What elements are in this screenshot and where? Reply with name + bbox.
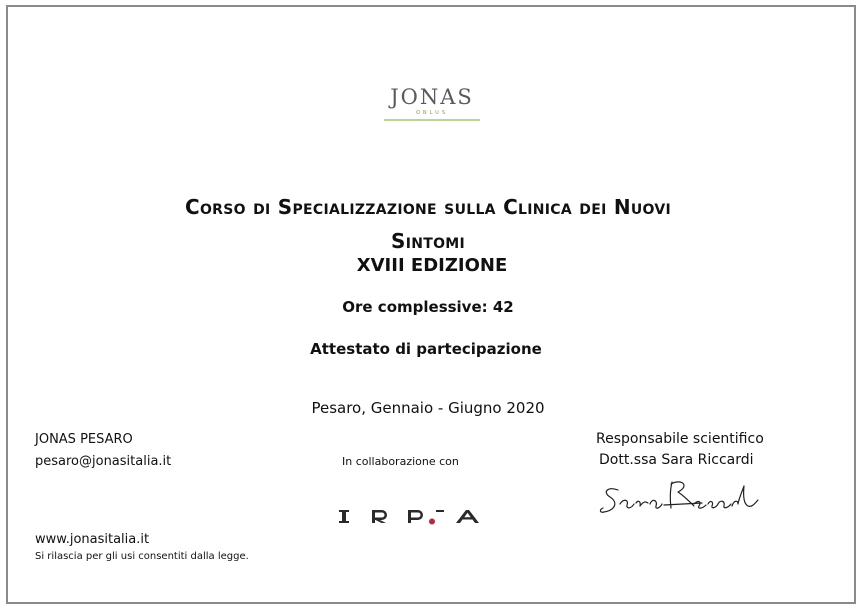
scientific-lead-name: Dott.ssa Sara Riccardi: [599, 452, 754, 468]
organizer-website: www.jonasitalia.it: [35, 532, 150, 547]
signature: [598, 476, 764, 520]
irpa-logo-letters: [339, 510, 479, 523]
total-hours: Ore complessive: 42: [342, 298, 514, 316]
certificate-type: Attestato di partecipazione: [310, 340, 542, 358]
jonas-logo-subtitle: ONLUS: [415, 110, 449, 116]
legal-disclaimer: Si rilascia per gli usi consentiti dalla legge.: [35, 551, 249, 562]
organizer-name: JONAS PESARO: [35, 432, 133, 447]
jonas-logo-underline: [384, 119, 480, 121]
edition-label: XVIII EDIZIONE: [356, 255, 508, 276]
course-title-line-2: Sintomi: [390, 229, 466, 253]
scientific-lead-role: Responsabile scientifico: [596, 431, 764, 447]
irpa-red-dot: [429, 519, 435, 525]
course-title-line-1: Corso di Specializzazione sulla Clinica dei Nuovi: [184, 195, 672, 219]
irpa-dash: [436, 510, 444, 512]
jonas-logo-text: JONAS: [390, 85, 474, 109]
organizer-email: pesaro@jonasitalia.it: [35, 454, 172, 469]
jonas-logo: [0, 86, 864, 121]
place-and-date: Pesaro, Gennaio - Giugno 2020: [311, 399, 545, 417]
collaboration-label: In collaborazione con: [342, 455, 459, 468]
course-title: [40, 190, 816, 258]
irpa-logo: [338, 500, 494, 528]
jonas-logo-wordmark: [0, 86, 864, 108]
